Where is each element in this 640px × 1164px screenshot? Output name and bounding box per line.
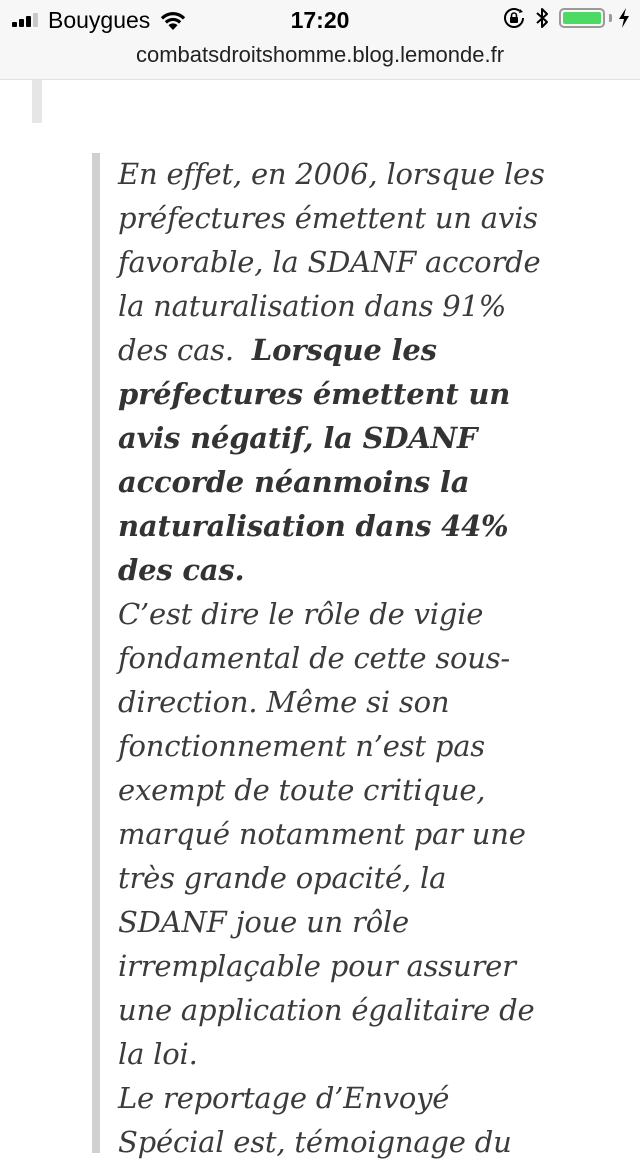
- bluetooth-icon: [535, 7, 549, 29]
- status-bar: [0, 0, 640, 40]
- quote-line: [118, 724, 558, 768]
- quote-text: accorde néanmoins la: [118, 465, 470, 499]
- quote-text: des cas.: [118, 333, 234, 367]
- quote-text: la loi.: [118, 1037, 198, 1071]
- quote-text: favorable, la SDANF accorde: [118, 245, 541, 279]
- blockquote-border: [92, 153, 100, 1153]
- quote-line: [118, 812, 558, 856]
- quote-line: [118, 196, 558, 240]
- quote-line: [118, 856, 558, 900]
- quote-line: [118, 284, 558, 328]
- quote-line: [118, 548, 558, 592]
- quote-bold-text: Lorsque les: [251, 333, 437, 367]
- quote-text: naturalisation dans 44%: [118, 509, 509, 543]
- quote-line: [118, 900, 558, 944]
- charging-icon: [618, 8, 630, 28]
- address-bar[interactable]: [0, 40, 640, 80]
- battery-level: [563, 12, 601, 24]
- quote-text: la naturalisation dans 91%: [118, 289, 507, 323]
- quote-line: [118, 988, 558, 1032]
- quote-line: [118, 460, 558, 504]
- quote-text: exempt de toute critique,: [118, 773, 486, 807]
- quote-text: irremplaçable pour assurer: [118, 949, 516, 983]
- quote-line: [118, 372, 558, 416]
- rotation-lock-icon: [503, 7, 525, 29]
- quote-line: [118, 1120, 558, 1164]
- quote-text: une application égalitaire de: [118, 993, 535, 1027]
- quote-line: [118, 328, 558, 372]
- carrier-name: Bouygues: [48, 7, 151, 33]
- quote-line: [118, 1032, 558, 1076]
- status-right-group: [503, 7, 630, 29]
- quote-line: [118, 504, 558, 548]
- previous-quote-border: [32, 80, 42, 123]
- quote-text: En effet, en 2006, lorsque les: [118, 157, 545, 191]
- battery-icon: [559, 8, 605, 28]
- status-time: 17:20: [290, 7, 350, 33]
- quote-text: Spécial est, témoignage du: [118, 1125, 512, 1159]
- battery-cap: [609, 14, 612, 22]
- quote-line: [118, 636, 558, 680]
- quote-text: avis négatif, la SDANF: [118, 421, 478, 455]
- quote-line: [118, 592, 558, 636]
- quote-line: [118, 944, 558, 988]
- quote-text: C’est dire le rôle de vigie: [118, 597, 484, 631]
- quote-line: [118, 1076, 558, 1120]
- quote-line: [118, 768, 558, 812]
- quote-line: [118, 240, 558, 284]
- quote-text: préfectures émettent un: [118, 377, 511, 411]
- url-text[interactable]: combatsdroitshomme.blog.lemonde.fr: [135, 42, 505, 67]
- quote-text: fondamental de cette sous-: [118, 641, 511, 675]
- quote-line: [118, 152, 558, 196]
- quote-text: Le reportage d’Envoyé: [118, 1081, 450, 1115]
- blockquote: [118, 152, 558, 1164]
- quote-text: fonctionnement n’est pas: [118, 729, 485, 763]
- quote-text: des cas.: [118, 553, 245, 587]
- quote-text: préfectures émettent un avis: [118, 201, 538, 235]
- quote-line: [118, 416, 558, 460]
- quote-text: direction. Même si son: [118, 685, 450, 719]
- quote-text: très grande opacité, la: [118, 861, 447, 895]
- quote-text: SDANF joue un rôle: [118, 905, 410, 939]
- quote-text: marqué notamment par une: [118, 817, 526, 851]
- quote-line: [118, 680, 558, 724]
